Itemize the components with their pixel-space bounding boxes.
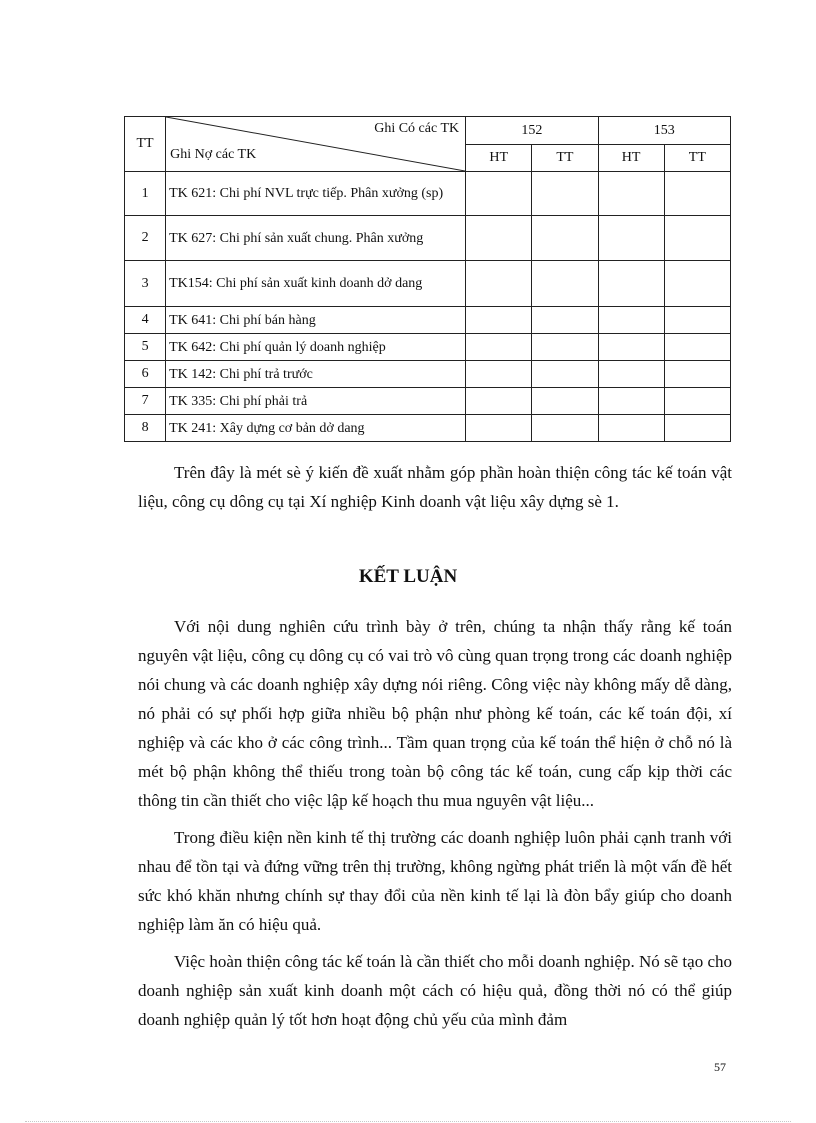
header-group-153: 153 — [598, 117, 730, 145]
row-account: TK 142: Chi phí trả trước — [166, 361, 466, 388]
header-debit-label: Ghi Nợ các TK — [170, 147, 257, 162]
table-row — [125, 172, 731, 216]
row-value — [532, 388, 598, 415]
row-value — [532, 415, 598, 442]
row-value — [598, 361, 664, 388]
row-tt: 2 — [125, 216, 166, 261]
header-tt: TT — [125, 117, 166, 172]
row-value — [664, 172, 730, 216]
table-row — [125, 334, 731, 361]
accounts-table — [124, 116, 731, 442]
table-row — [125, 361, 731, 388]
header-diagonal-cell — [166, 117, 466, 172]
row-value — [466, 388, 532, 415]
row-value — [466, 172, 532, 216]
row-value — [598, 216, 664, 261]
row-value — [598, 261, 664, 307]
header-group-152: 152 — [466, 117, 598, 145]
row-tt: 5 — [125, 334, 166, 361]
row-value — [598, 415, 664, 442]
row-account: TK154: Chi phí sản xuất kinh doanh dở dang — [166, 261, 466, 307]
row-tt: 6 — [125, 361, 166, 388]
row-value — [466, 334, 532, 361]
table-row — [125, 388, 731, 415]
subheader-cell: TT — [664, 145, 730, 172]
row-value — [466, 415, 532, 442]
row-account: TK 335: Chi phí phải trả — [166, 388, 466, 415]
row-tt: 8 — [125, 415, 166, 442]
row-value — [664, 307, 730, 334]
row-account: TK 621: Chi phí NVL trực tiếp. Phân xưởng (sp) — [166, 172, 466, 216]
intro-paragraph: Trên đây là mét sè ý kiến đề xuất nhằm góp phần hoàn thiện công tác kế toán vật liệu, công cụ dông cụ tại Xí nghiệp Kinh doanh vật liệu xây dựng sè 1. — [138, 463, 732, 511]
row-tt: 3 — [125, 261, 166, 307]
conclusion-paragraph: Với nội dung nghiên cứu trình bày ở trên, chúng ta nhận thấy rằng kế toán nguyên vật liệu, công cụ dông cụ có vai trò vô cùng quan trọng trong các doanh nghiệp nói chung và các doanh nghiệp xây dựng nói riêng. Công việc này không mấy dễ dàng, nó phải có sự phối hợp giữa nhiều bộ phận như phòng kế toán, các kế toán đội, xí nghiệp và các kho ở các công trình... Tầm quan trọng của kế toán thể hiện ở chỗ nó là mét bộ phận không thể thiếu trong toàn bộ công tác kế toán, cung cấp kịp thời các thông tin cần thiết cho việc lập kế hoạch thu mua nguyên vật liệu... — [138, 617, 732, 810]
row-value — [532, 307, 598, 334]
row-value — [598, 388, 664, 415]
header-credit-label: Ghi Có các TK — [374, 121, 460, 136]
subheader-cell: TT — [532, 145, 598, 172]
row-value — [532, 361, 598, 388]
subheader-cell: HT — [466, 145, 532, 172]
row-account: TK 641: Chi phí bán hàng — [166, 307, 466, 334]
row-value — [664, 415, 730, 442]
table-row — [125, 261, 731, 307]
conclusion-body — [138, 612, 732, 1042]
conclusion-paragraph: Trong điều kiện nền kinh tế thị trường các doanh nghiệp luôn phải cạnh tranh với nhau để tồn tại và đứng vững trên thị trường, không ngừng phát triển là một vấn đề hết sức khó khăn nhưng chính sự thay đổi của nền kinh tế lại là đòn bẩy giúp cho doanh nghiệp làm ăn có hiệu quả. — [138, 828, 732, 934]
row-value — [664, 388, 730, 415]
row-value — [532, 334, 598, 361]
page-number: 57 — [714, 1060, 726, 1074]
row-value — [664, 216, 730, 261]
table-row — [125, 415, 731, 442]
row-value — [532, 216, 598, 261]
row-value — [598, 172, 664, 216]
subheader-cell: HT — [598, 145, 664, 172]
row-account: TK 642: Chi phí quản lý doanh nghiệp — [166, 334, 466, 361]
row-value — [466, 216, 532, 261]
table-row — [125, 216, 731, 261]
row-value — [532, 261, 598, 307]
row-value — [532, 172, 598, 216]
page-bottom-divider — [25, 1121, 791, 1122]
row-value — [664, 334, 730, 361]
conclusion-paragraph: Việc hoàn thiện công tác kế toán là cần thiết cho mỗi doanh nghiệp. Nó sẽ tạo cho doanh nghiệp sản xuất kinh doanh một cách có hiệu quả, đồng thời nó có thể giúp doanh nghiệp quản lý tốt hơn hoạt động chủ yếu của mình đảm — [138, 952, 732, 1029]
row-value — [466, 307, 532, 334]
row-account: TK 627: Chi phí sản xuất chung. Phân xưởng — [166, 216, 466, 261]
table-header-row — [125, 117, 731, 145]
section-heading: KẾT LUẬN — [358, 566, 458, 587]
row-tt: 4 — [125, 307, 166, 334]
row-account: TK 241: Xây dựng cơ bản dở dang — [166, 415, 466, 442]
row-tt: 1 — [125, 172, 166, 216]
row-value — [664, 361, 730, 388]
row-value — [598, 307, 664, 334]
row-tt: 7 — [125, 388, 166, 415]
row-value — [664, 261, 730, 307]
row-value — [466, 261, 532, 307]
row-value — [598, 334, 664, 361]
table-row — [125, 307, 731, 334]
row-value — [466, 361, 532, 388]
